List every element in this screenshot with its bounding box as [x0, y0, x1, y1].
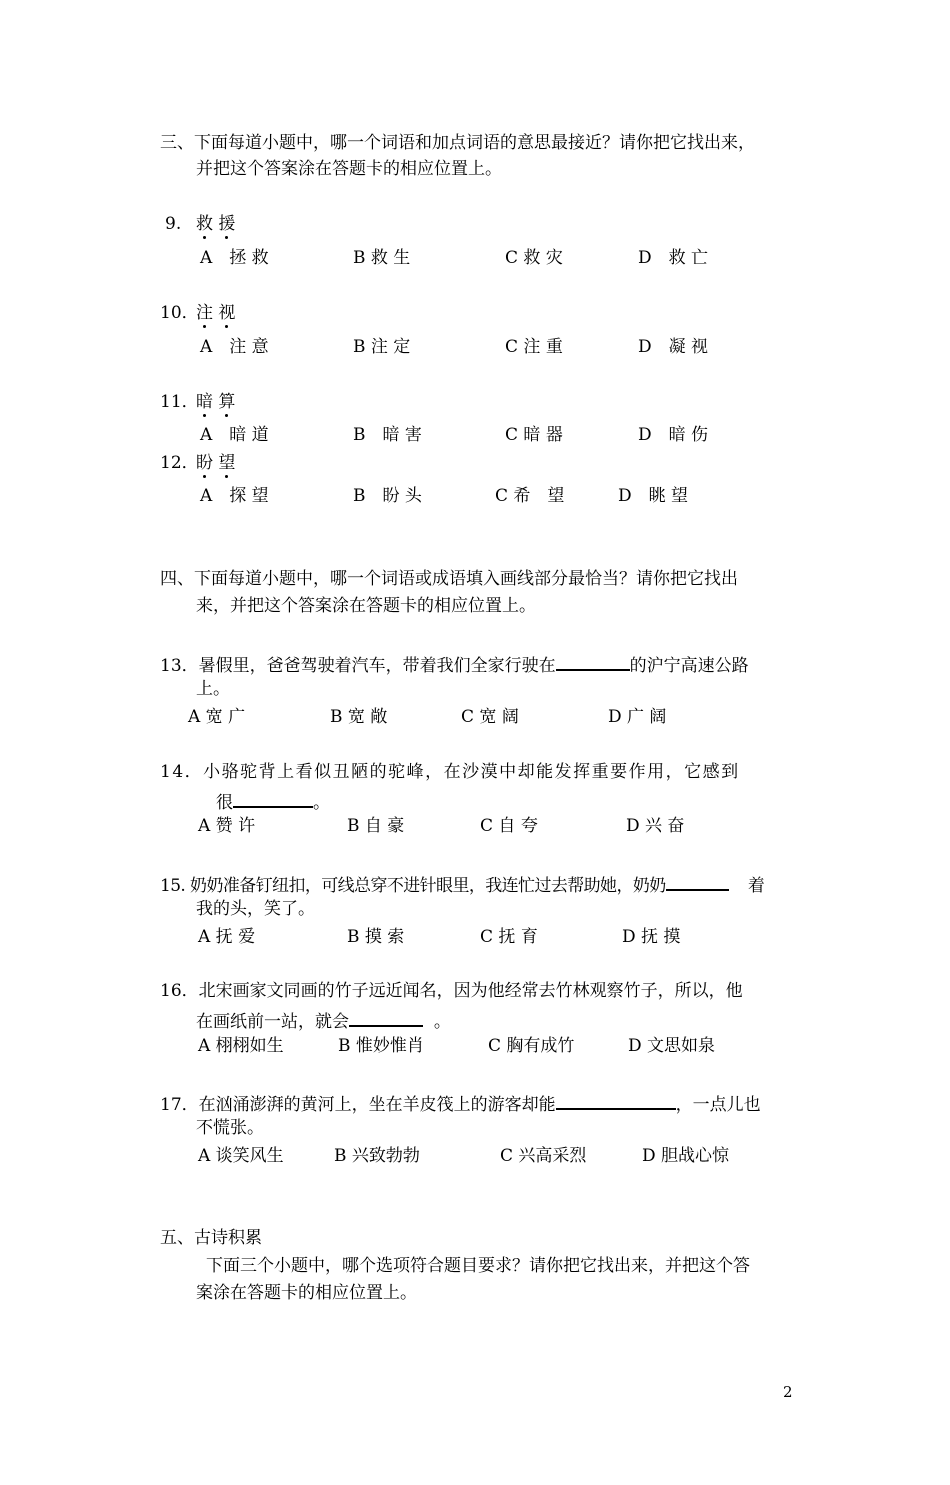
question-15-option-d: D 抚 摸	[622, 927, 681, 947]
section4-instruction-line1: 四、下面每道小题中，哪一个词语或成语填入画线部分最恰当？请你把它找出	[160, 569, 738, 589]
question-11-option-d: D 暗 伤	[638, 425, 709, 445]
question-16-option-c: C 胸有成竹	[488, 1036, 575, 1056]
question-9-number: 9.	[165, 214, 182, 234]
question-14-option-b: B 自 豪	[347, 816, 405, 836]
question-11-number: 11．	[160, 392, 199, 412]
section4-instruction-line2: 来，并把这个答案涂在答题卡的相应位置上。	[196, 596, 536, 616]
question-14-option-c: C 自 夸	[480, 816, 538, 836]
question-17-stem: 17．在汹涌澎湃的黄河上，坐在羊皮筏上的游客却能 ，一点儿也	[160, 1095, 761, 1115]
dotted-char: 援	[218, 216, 235, 233]
question-9-option-a: A 拯 救	[200, 248, 269, 268]
section5-instruction-line2: 案涂在答题卡的相应位置上。	[196, 1283, 417, 1303]
question-10-option-d: D 凝 视	[638, 337, 709, 357]
question-12-option-d: D 眺 望	[618, 486, 689, 506]
question-12-number: 12．	[160, 453, 199, 473]
section5-instruction-line1: 下面三个小题中，哪个选项符合题目要求？请你把它找出来，并把这个答	[206, 1256, 750, 1276]
question-9-option-b: B 救 生	[353, 248, 411, 268]
question-15-option-c: C 抚 育	[480, 927, 538, 947]
answer-blank	[666, 874, 729, 891]
question-14-stem-line2: 很 。	[216, 793, 330, 813]
question-15-option-b: B 摸 索	[347, 927, 405, 947]
question-9-word	[196, 216, 235, 233]
question-11-word	[196, 394, 235, 411]
question-10-option-b: B 注 定	[353, 337, 411, 357]
question-14-option-d: D 兴 奋	[626, 816, 685, 836]
question-14-option-a: A 赞 许	[198, 816, 256, 836]
question-17-option-d: D 胆战心惊	[642, 1146, 730, 1166]
dotted-char: 望	[218, 455, 235, 472]
question-11-option-b: B 暗 害	[353, 425, 422, 445]
section3-instruction-line1: 三、下面每道小题中，哪一个词语和加点词语的意思最接近？请你把它找出来，	[160, 133, 755, 153]
question-13-stem: 13．暑假里，爸爸驾驶着汽车，带着我们全家行驶在 的沪宁高速公路	[160, 656, 749, 676]
question-12-word	[196, 455, 235, 472]
page-number: 2	[783, 1383, 793, 1401]
question-13-option-c: C 宽 阔	[461, 707, 519, 727]
question-15-option-a: A 抚 爱	[198, 927, 256, 947]
question-11-option-c: C 暗 器	[505, 425, 563, 445]
question-17-option-c: C 兴高采烈	[500, 1146, 587, 1166]
question-13-option-b: B 宽 敞	[330, 707, 388, 727]
question-10-number: 10．	[160, 303, 199, 323]
section3-instruction-line2: 并把这个答案涂在答题卡的相应位置上。	[196, 159, 502, 179]
question-10-option-c: C 注 重	[505, 337, 563, 357]
question-10-word	[196, 305, 235, 322]
question-13-option-a: A 宽 广	[188, 707, 246, 727]
question-16-option-d: D 文思如泉	[628, 1036, 716, 1056]
question-15-stem: 15. 奶奶准备钉纽扣，可线总穿不进针眼里，我连忙过去帮助她，奶奶 着	[160, 876, 765, 896]
question-15-stem-line2: 我的头，笑了。	[196, 899, 315, 919]
question-17-option-a: A 谈笑风生	[198, 1146, 284, 1166]
question-13-stem-line2: 上。	[196, 679, 230, 699]
question-17-option-b: B 兴致勃勃	[334, 1146, 420, 1166]
question-16-option-b: B 惟妙惟肖	[338, 1036, 424, 1056]
question-16-stem: 16．北宋画家文同画的竹子远近闻名，因为他经常去竹林观察竹子，所以，他	[160, 981, 743, 1001]
section5-title: 五、古诗积累	[160, 1228, 262, 1248]
question-13-option-d: D 广 阔	[608, 707, 667, 727]
dotted-char: 注	[196, 305, 213, 322]
answer-blank	[349, 1010, 423, 1027]
dotted-char: 暗	[196, 394, 213, 411]
question-12-option-c: C 希 望	[495, 486, 565, 506]
question-9-option-d: D 救 亡	[638, 248, 709, 268]
dotted-char: 算	[218, 394, 235, 411]
question-14-stem: 14．小骆驼背上看似丑陋的驼峰，在沙漠中却能发挥重要作用，它感到	[160, 762, 740, 782]
dotted-char: 救	[196, 216, 213, 233]
question-12-option-b: B 盼 头	[353, 486, 422, 506]
question-9-option-c: C 救 灾	[505, 248, 563, 268]
question-10-option-a: A 注 意	[200, 337, 269, 357]
question-17-stem-line2: 不慌张。	[196, 1118, 264, 1138]
answer-blank	[556, 1093, 676, 1110]
answer-blank	[556, 654, 630, 671]
question-16-stem-line2: 在画纸前一站，就会 。	[196, 1012, 451, 1032]
dotted-char: 盼	[196, 455, 213, 472]
answer-blank	[233, 791, 313, 808]
question-16-option-a: A 栩栩如生	[198, 1036, 284, 1056]
dotted-char: 视	[218, 305, 235, 322]
question-11-option-a: A 暗 道	[200, 425, 269, 445]
question-12-option-a: A 探 望	[200, 486, 269, 506]
